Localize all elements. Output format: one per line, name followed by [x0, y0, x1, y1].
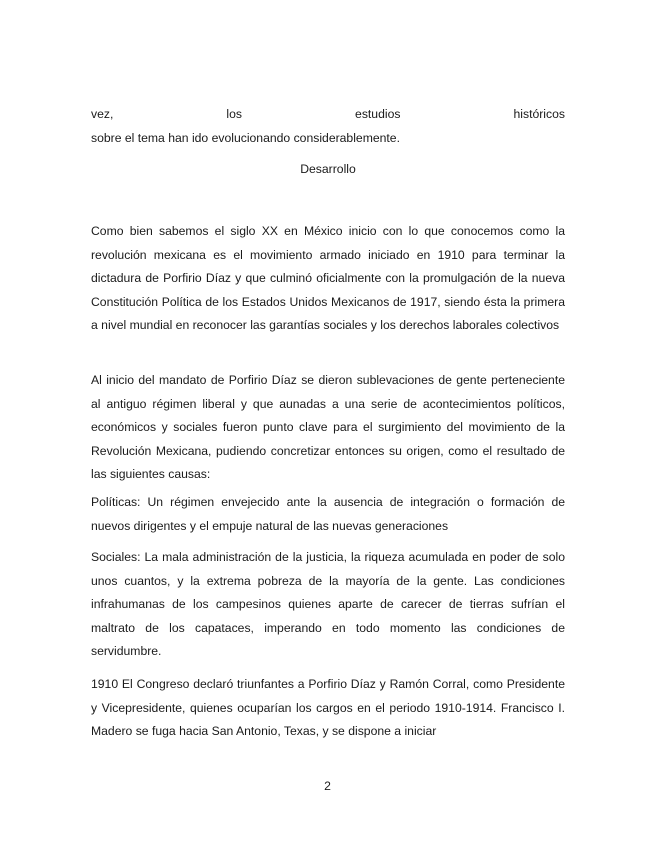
intro-line-1 [91, 103, 565, 127]
intro-word: los [226, 107, 242, 121]
intro-word: estudios [355, 107, 401, 121]
intro-word: históricos [513, 107, 565, 121]
paragraph-siglo-xx: Como bien sabemos el siglo XX en México inicio con lo que conocemos como la revolución mexicana es el movimiento armado iniciado en 1910 para terminar la dictadura de Porfirio Díaz y que culminó oficialmente con la promulgación de la nueva Constitución Política de los Estados Unidos Mexicanos de 1917, siendo ésta la primera a nivel mundial en reconocer las garantías sociales y los derechos laborales colectivos [91, 224, 565, 333]
intro-word: vez, [91, 107, 114, 121]
page-number: 2 [324, 779, 331, 793]
intro-line-2: sobre el tema han ido evolucionando considerablemente. [91, 130, 400, 145]
paragraph-inicio-mandato: Al inicio del mandato de Porfirio Díaz se dieron sublevaciones de gente perteneciente al antiguo régimen liberal y que aunadas a una serie de acontecimientos políticos, económicos y sociales fueron punto clave para el surgimiento del movimiento de la Revolución Mexicana, pudiendo concretizar entonces su origen, como el resultado de las siguientes causas: [91, 373, 565, 482]
intro-paragraph [91, 103, 565, 150]
paragraph-sociales: Sociales: La mala administración de la justicia, la riqueza acumulada en poder de solo unos cuantos, y la extrema pobreza de la mayoría de la gente. Las condiciones infrahumanas de los campesinos quienes aparte de carecer de tierras sufrían el maltrato de los capataces, imperando en todo momento las condiciones de servidumbre. [91, 550, 565, 659]
paragraph-1910: 1910 El Congreso declaró triunfantes a Porfirio Díaz y Ramón Corral, como Presidente y Vicepresidente, quienes ocuparían los cargos en el periodo 1910-1914. Francisco I. Madero se fuga hacia San Antonio, Texas, y se dispone a iniciar [91, 677, 565, 739]
paragraph-politicas: Políticas: Un régimen envejecido ante la ausencia de integración o formación de nuevos dirigentes y el empuje natural de las nuevas generaciones [91, 495, 565, 533]
section-heading: Desarrollo [300, 162, 356, 176]
